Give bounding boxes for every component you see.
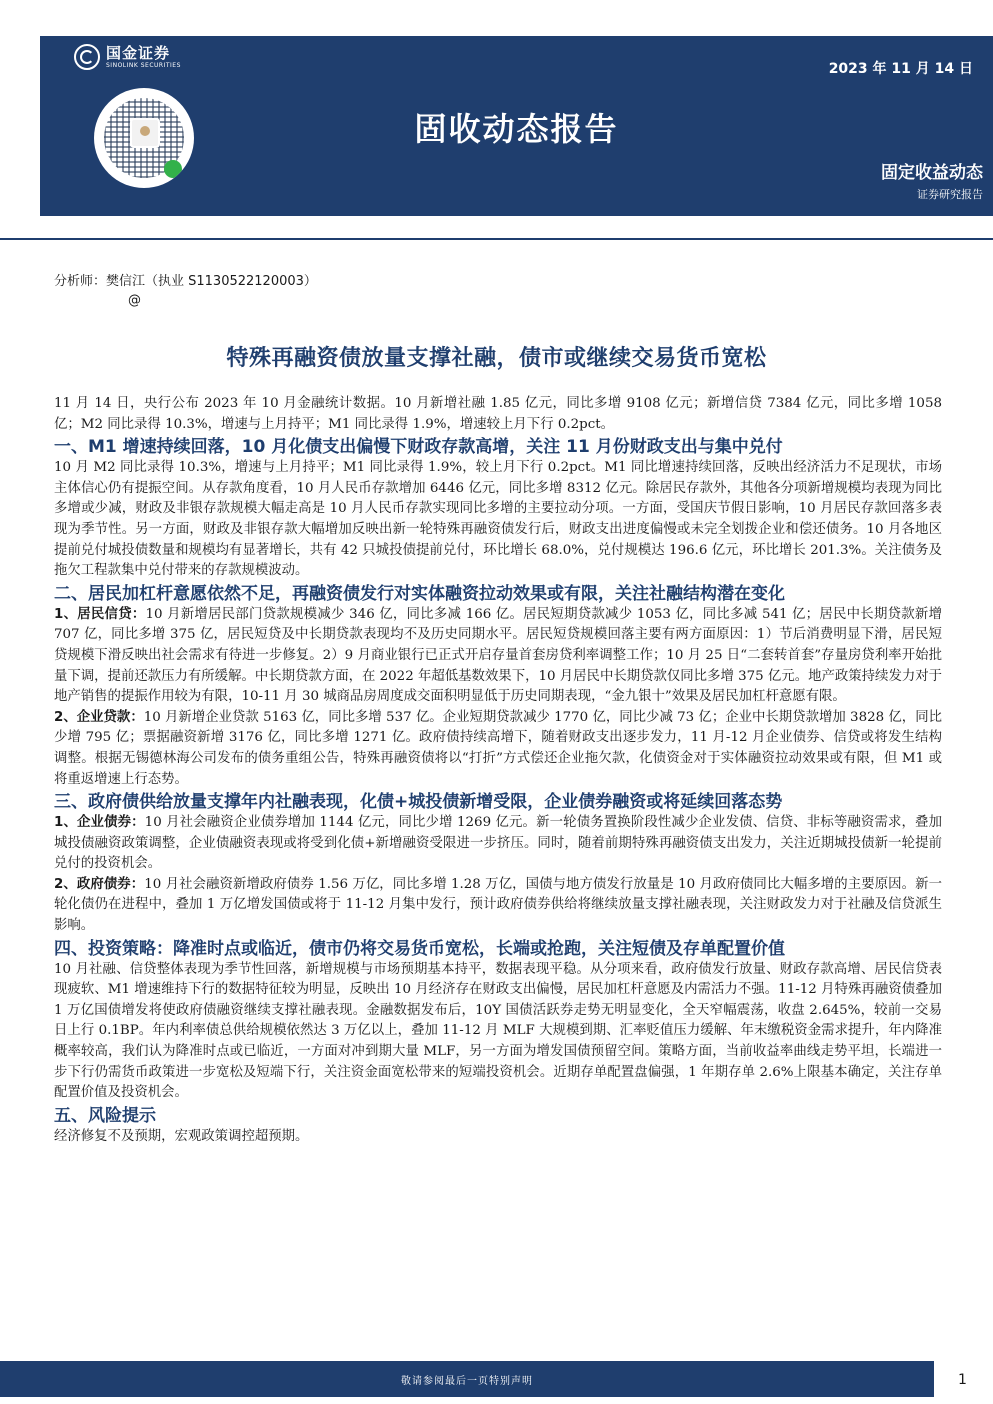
company-logo <box>74 44 181 70</box>
section-5-paragraph: 经济修复不及预期，宏观政策调控超预期。 <box>54 1128 309 1144</box>
section-heading-3: 三、政府债供给放量支撑年内社融表现，化债+城投债新增受限，企业债券融资或将延续回落态势 <box>54 792 783 813</box>
page-number: 1 <box>958 1372 967 1388</box>
header-divider <box>0 238 993 240</box>
section-heading-4: 四、投资策略：降准时点或临近，债市仍将交易货币宽松，长端或抢跑，关注短债及存单配置价值 <box>54 938 785 959</box>
analyst-info: 分析师：樊信江（执业 S1130522120003） <box>54 274 317 289</box>
analyst-email: @ <box>128 293 141 308</box>
report-header-band <box>40 36 993 216</box>
section-3-paragraph-corp-bonds: 1、企业债券：10 月社会融资企业债券增加 1144 亿元，同比少增 1269 亿元。新一轮债务置换阶段性减少企业发债、信贷、非标等融资需求，叠加城投债融资政策调整，企业债融资表现或将受到化债+新增融资受限进一步挤压。同时，随着前期特殊再融资债支出发力，关注近期城投债新一轮提前兑付的投资机会。 <box>54 815 942 872</box>
intro-paragraph: 11 月 14 日，央行公布 2023 年 10 月金融统计数据。10 月新增社融 1.85 亿元，同比多增 9108 亿元；新增信贷 7384 亿元，同比多增 1058 亿；M2 同比录得 10.3%，增速与上月持平；M1 同比录得 1.9%，增速较上月下行 0.2pct。 <box>54 396 942 432</box>
section-heading-5: 五、风险提示 <box>54 1105 156 1126</box>
article-body <box>54 394 942 1147</box>
report-category: 固定收益动态 <box>881 163 983 183</box>
report-date: 2023 年 11 月 14 日 <box>828 61 973 77</box>
paragraph-lead: 2、企业贷款： <box>54 709 144 725</box>
paragraph-lead: 1、企业债券： <box>54 815 145 831</box>
section-1-paragraph: 10 月 M2 同比录得 10.3%，增速与上月持平；M1 同比录得 1.9%，较上月下行 0.2pct。M1 同比增速持续回落，反映出经济活力不足现状，市场主体信心仍有提振空间。从存款角度看，10 月人民币存款增加 6446 亿元，同比多增 8312 亿元。除居民存款外，其他各分项新增规模均表现为同比多增或少减，财政及非银存款规模大幅走高是 10 月人民币存款实现同比多增的主要拉动分项。一方面，受国庆节假日影响，10 月居民存款回落多表现为季节性。另一方面，财政及非银存款大幅增加反映出新一轮特殊再融资债发行后，财政支出进度偏慢或未完全划拨企业和偿还债务。10 月各地区提前兑付城投债数量和规模均有显著增长，共有 42 只城投债提前兑付，环比增长 68.0%，兑付规模达 196.6 亿元，环比增长 201.3%。关注债务及拖欠工程款集中兑付带来的存款规模波动。 <box>54 460 942 579</box>
section-4-paragraph: 10 月社融、信贷整体表现为季节性回落，新增规模与市场预期基本持平，数据表现平稳。从分项来看，政府债发行放量、财政存款高增、居民信贷表现疲软、M1 增速维持下行的数据特征较为明显，反映出 10 月经济存在财政支出偏慢，居民加杠杆意愿及内需活力不强。11-12 月特殊再融资债叠加 1 万亿国债增发将使政府债融资继续支撑社融表现。金融数据发布后，10Y 国债活跃券走势无明显变化，全天窄幅震荡，收盘 2.645%，较前一交易日上行 0.1BP。年内利率债总供给规模依然达 3 万亿以上，叠加 11-12 月 MLF 大规模到期、汇率贬值压力缓解、年末缴税资金需求提升，年内降准概率较高，我们认为降准时点或已临近，一方面对冲到期大量 MLF，另一方面为增发国债预留空间。策略方面，当前收益率曲线走势平坦，长端进一步下行仍需货币政策进一步宽松及短端下行，关注资金面宽松带来的短端投资机会。近期存单配置盘偏强，1 年期存单 2.6%上限基本确定，关注存单配置价值及投资机会。 <box>54 961 942 1101</box>
section-3-paragraph-gov-bonds: 2、政府债券：10 月社会融资新增政府债券 1.56 万亿，同比多增 1.28 万亿，国债与地方债发行放量是 10 月政府债同比大幅多增的主要原因。新一轮化债仍在进程中，叠加 1 万亿增发国债或将于 11-12 月集中发行，预计政府债券供给将继续放量支撑社融表现，关注财政发力对于社融及信贷派生影响。 <box>54 876 942 934</box>
report-type-title: 固收动态报告 <box>414 110 619 148</box>
section-2-paragraph-household: 1、居民信贷：10 月新增居民部门贷款规模减少 346 亿，同比多减 166 亿。居民短期贷款减少 1053 亿，同比多减 541 亿；居民中长期贷款新增 707 亿，同比多增 375 亿，居民短贷及中长期贷款表现均不及历史同期水平。居民短贷规模回落主要有两方面原因：1）节后消费明显下滑，居民短贷规模下滑反映出社会需求有待进一步修复。2）9 月商业银行已正式开启存量首套房贷利率调整工作；10 月 25 日“二套转首套”存量房贷利率开始批量下调，提前还款压力有所缓解。中长期贷款方面，在 2022 年超低基数效果下，10 月居民中长期贷款仅同比多增 375 亿元。地产政策持续发力对于地产销售的提振作用较为有限，10-11 月 30 城商品房周度成交面积明显低于历史同期表现，“金九银十”效果及居民加杠杆意愿有限。 <box>54 606 943 705</box>
sinolink-logo-icon <box>74 44 100 70</box>
article-title: 特殊再融资债放量支撑社融，债市或继续交易货币宽松 <box>226 346 767 371</box>
section-heading-1: 一、M1 增速持续回落，10 月化债支出偏慢下财政存款高增，关注 11 月份财政支出与集中兑付 <box>54 437 783 458</box>
paragraph-lead: 2、政府债券： <box>54 876 145 892</box>
logo-name-en: SINOLINK SECURITIES <box>106 61 181 69</box>
logo-name-cn: 国金证券 <box>106 43 171 62</box>
paragraph-lead: 1、居民信贷： <box>54 606 146 622</box>
section-2-paragraph-corporate: 2、企业贷款：10 月新增企业贷款 5163 亿，同比多增 537 亿。企业短期贷款减少 1770 亿，同比少减 73 亿；企业中长期贷款增加 3828 亿，同比少增 795 亿；票据融资新增 3176 亿，同比多增 1271 亿。政府债持续高增下，随着财政支出逐步发力，11 月-12 月企业债券、信贷或将发生结构调整。根据无锡德林海公司发布的债务重组公告，特殊再融资债将以“打折”方式偿还企业拖欠款，化债资金对于实体融资拉动效果或有限，但 M1 或将重返增速上行态势。 <box>54 709 942 787</box>
section-heading-2: 二、居民加杠杆意愿依然不足，再融资债发行对实体融资拉动效果或有限，关注社融结构潜在变化 <box>54 583 785 604</box>
footer-disclaimer: 敬请参阅最后一页特别声明 <box>401 1376 533 1387</box>
report-subcategory: 证券研究报告 <box>917 188 983 201</box>
